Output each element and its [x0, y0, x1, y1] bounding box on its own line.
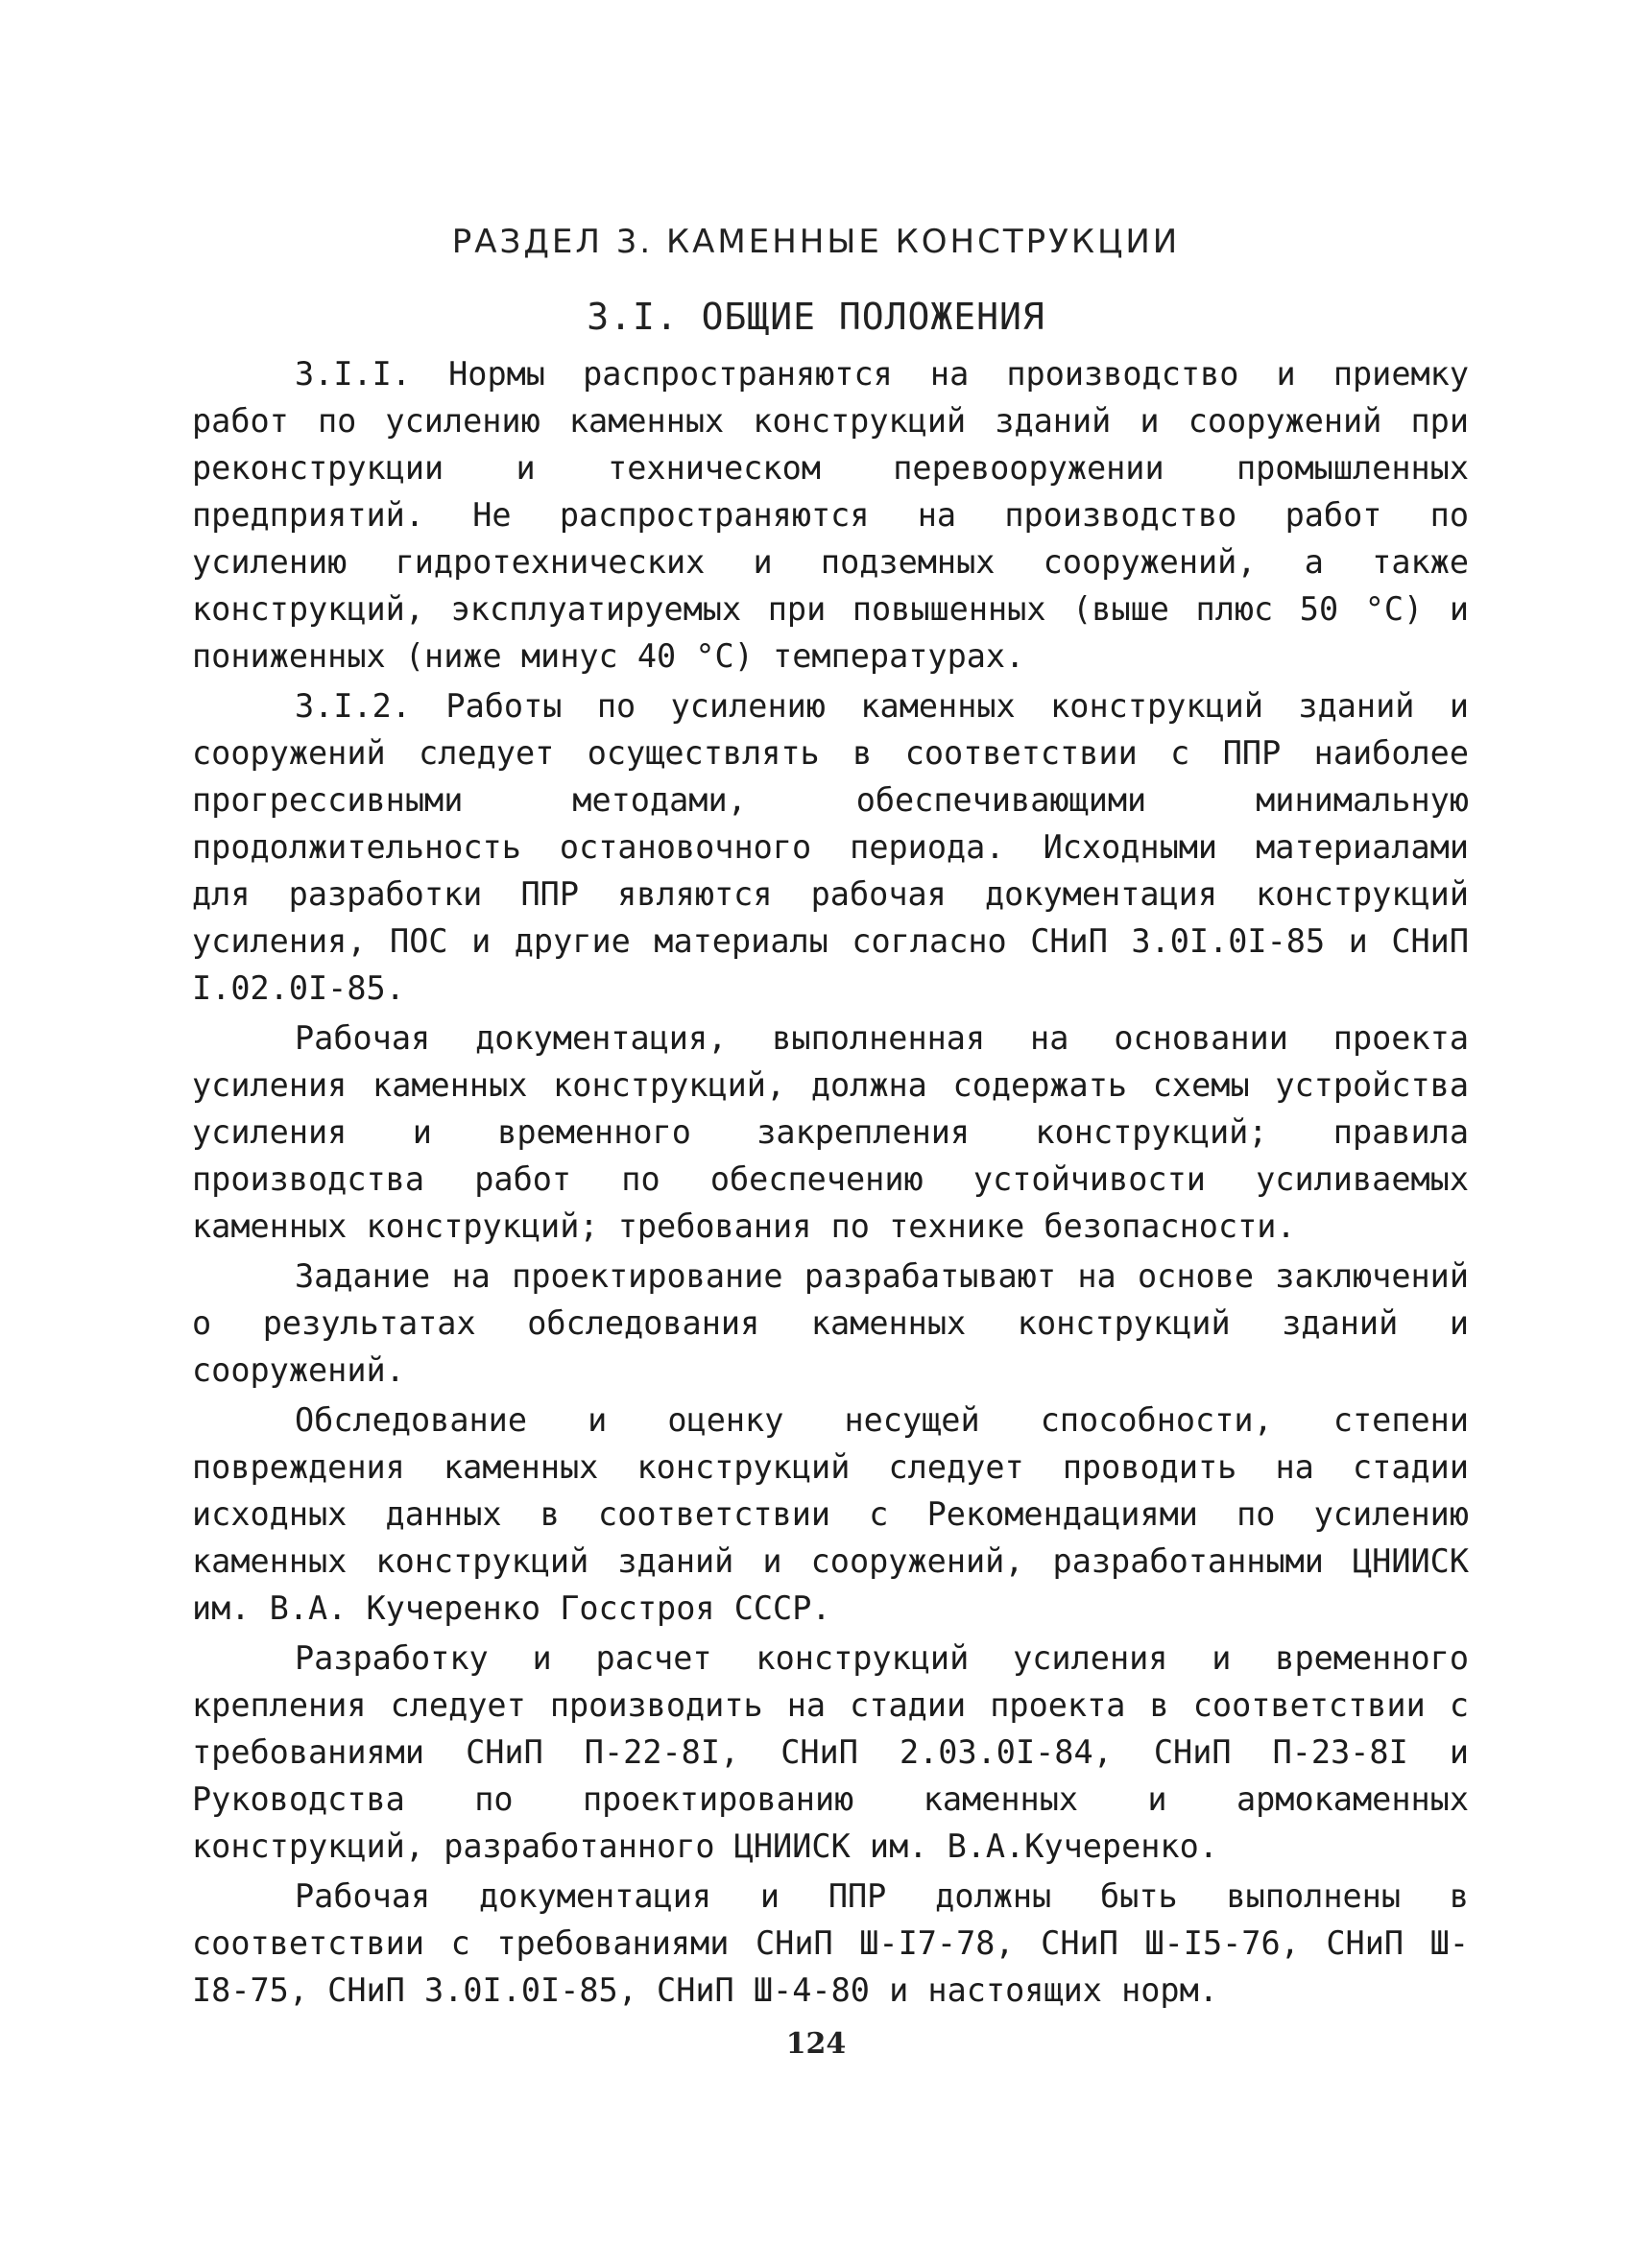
paragraph-3-1-1: 3.I.I. Нормы распространяются на производство и приемку работ по усилению каменных конструкций зданий и сооружений при реконструкции и техническом перевооружении промышленных предприятий. Не распространяются на производство работ по усилению гидротехнических и подземных сооружений, а также конструкций, эксплуатируемых при повышенных (выше плюс 50 °С) и пониженных (ниже минус 40 °С) температурах. — [192, 355, 1469, 675]
page-number: 124 — [785, 2027, 847, 2061]
subsection-title: 3.I. ОБЩИЕ ПОЛОЖЕНИЯ — [587, 296, 1045, 338]
paragraph-inspection: Обследование и оценку несущей способности, степени повреждения каменных конструкций следует проводить на стадии исходных данных в соответствии с Рекомендациями по усилению каменных конструкций зданий и сооружений, разработанными ЦНИИСК им. В.А. Кучеренко Госстроя СССР. — [192, 1401, 1469, 1627]
paragraph-design-assignment: Задание на проектирование разрабатывают на основе заключений о результатах обследования каменных конструкций зданий и сооружений. — [192, 1257, 1469, 1389]
body-text — [192, 350, 1469, 2014]
paragraph-compliance: Рабочая документация и ППР должны быть выполнены в соответствии с требованиями СНиП Ш-I7-78, СНиП Ш-I5-76, СНиП Ш-I8-75, СНиП 3.0I.0I-85, СНиП Ш-4-80 и настоящих норм. — [192, 1877, 1469, 2009]
section-title: РАЗДЕЛ 3. КАМЕННЫЕ КОНСТРУКЦИИ — [451, 223, 1181, 261]
paragraph-design-calculation: Разработку и расчет конструкций усиления и временного крепления следует производить на стадии проекта в соответствии с требованиями СНиП П-22-8I, СНиП 2.03.0I-84, СНиП П-23-8I и Руководства по проектированию каменных и армокаменных конструкций, разработанного ЦНИИСК им. В.А.Кучеренко. — [192, 1639, 1469, 1865]
paragraph-3-1-2: 3.I.2. Работы по усилению каменных конструкций зданий и сооружений следует осуществлять в соответствии с ППР наиболее прогрессивными методами, обеспечивающими минимальную продолжительность остановочного периода. Исходными материалами для разработки ППР являются рабочая документация конструкций усиления, ПОС и другие материалы согласно СНиП 3.0I.0I-85 и СНиП I.02.0I-85. — [192, 687, 1469, 1007]
paragraph-working-documentation: Рабочая документация, выполненная на основании проекта усиления каменных конструкций, должна содержать схемы устройства усиления и временного закрепления конструкций; правила производства работ по обеспечению устойчивости усиливаемых каменных конструкций; требования по технике безопасности. — [192, 1019, 1469, 1245]
